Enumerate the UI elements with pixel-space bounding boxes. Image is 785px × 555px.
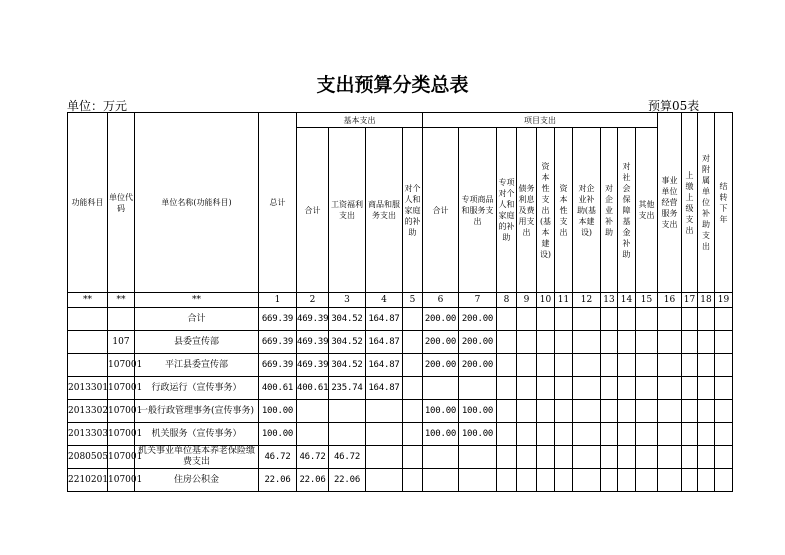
page-title: 支出预算分类总表 [316,74,469,96]
cell-empty [658,377,682,400]
cell-empty [636,308,658,331]
cell-empty [555,469,573,492]
cell-empty [682,308,698,331]
cell-empty [517,400,537,423]
index-cell: 18 [698,293,715,308]
cell-empty [682,331,698,354]
cell-code: 2013303 [68,423,108,446]
cell-code: 2013301 [68,377,108,400]
header-wages: 工资福利支出 [329,128,366,293]
header-other: 其他支出 [636,128,658,293]
cell-empty [537,446,555,469]
header-enterprise-infra: 对企业补助(基本建设) [573,128,601,293]
cell-empty [555,423,573,446]
cell-empty [618,469,636,492]
index-cell: 9 [517,293,537,308]
cell-empty [555,400,573,423]
cell-empty [497,308,517,331]
cell-empty [715,308,733,331]
cell-name: 县委宣传部 [135,331,259,354]
cell-proj-total: 200.00 [423,354,459,377]
index-row [68,293,733,308]
cell-empty [601,400,618,423]
cell-empty [537,377,555,400]
cell-empty [517,354,537,377]
cell-basic-total: 469.39 [297,354,329,377]
cell-empty [537,354,555,377]
index-cell: 13 [601,293,618,308]
cell-empty [636,446,658,469]
cell-goods: 164.87 [366,331,403,354]
cell-basic-total: 469.39 [297,331,329,354]
cell-total: 100.00 [259,423,297,446]
cell-unit: 107001 [108,354,135,377]
cell-empty [573,354,601,377]
cell-total: 46.72 [259,446,297,469]
index-cell: 19 [715,293,733,308]
cell-empty [497,354,517,377]
index-cell: 12 [573,293,601,308]
cell-name: 机关事业单位基本养老保险缴费支出 [135,446,259,469]
cell-empty [537,331,555,354]
header-basic: 基本支出 [297,113,423,128]
cell-empty [573,400,601,423]
header-unit-name: 单位名称(功能科目) [135,113,259,293]
cell-proj-goods: 200.00 [459,308,497,331]
cell-basic-total: 22.06 [297,469,329,492]
cell-wages: 304.52 [329,308,366,331]
header-basic-total: 合计 [297,128,329,293]
cell-empty [403,423,423,446]
header-func-code: 功能科目 [68,113,108,293]
cell-wages [329,400,366,423]
cell-empty [403,331,423,354]
cell-unit: 107001 [108,400,135,423]
header-project: 项目支出 [423,113,658,128]
cell-empty [698,400,715,423]
cell-goods [366,400,403,423]
cell-empty [636,377,658,400]
cell-goods: 164.87 [366,354,403,377]
cell-unit: 107001 [108,469,135,492]
cell-empty [497,400,517,423]
cell-proj-total: 100.00 [423,423,459,446]
table-row [68,377,733,400]
cell-goods [366,423,403,446]
cell-total: 100.00 [259,400,297,423]
cell-wages: 235.74 [329,377,366,400]
cell-empty [618,423,636,446]
cell-unit: 107001 [108,423,135,446]
cell-empty [715,423,733,446]
cell-unit: 107 [108,331,135,354]
cell-empty [698,469,715,492]
cell-empty [618,400,636,423]
cell-empty [618,331,636,354]
cell-empty [618,308,636,331]
cell-proj-total [423,469,459,492]
cell-empty [682,377,698,400]
cell-proj-goods [459,377,497,400]
cell-empty [715,400,733,423]
cell-empty [698,423,715,446]
cell-empty [537,400,555,423]
cell-unit: 107001 [108,377,135,400]
index-cell: 17 [682,293,698,308]
header-enterprise: 对企业补助 [601,128,618,293]
header-capital: 资本性支出 [555,128,573,293]
cell-proj-total [423,377,459,400]
cell-goods [366,469,403,492]
cell-basic-total: 469.39 [297,308,329,331]
cell-empty [601,331,618,354]
cell-empty [682,446,698,469]
cell-name: 机关服务（宣传事务） [135,423,259,446]
index-cell: 16 [658,293,682,308]
cell-proj-total: 100.00 [423,400,459,423]
header-proj-goods: 专项商品和服务支出 [459,128,497,293]
cell-basic-total [297,423,329,446]
cell-empty [715,354,733,377]
index-cell: 8 [497,293,517,308]
index-cell: 11 [555,293,573,308]
header-upper: 上缴上级支出 [682,113,698,293]
cell-wages: 46.72 [329,446,366,469]
cell-empty [497,469,517,492]
cell-goods [366,446,403,469]
cell-empty [682,400,698,423]
index-cell: 3 [329,293,366,308]
cell-code [68,308,108,331]
cell-empty [658,446,682,469]
index-cell: 15 [636,293,658,308]
header-carryover: 结转下年 [715,113,733,293]
cell-unit: 107001 [108,446,135,469]
cell-empty [698,354,715,377]
cell-name: 平江县委宣传部 [135,354,259,377]
cell-empty [618,446,636,469]
cell-basic-total [297,400,329,423]
cell-empty [636,331,658,354]
cell-wages [329,423,366,446]
cell-empty [601,423,618,446]
cell-empty [573,469,601,492]
cell-empty [537,469,555,492]
cell-empty [573,423,601,446]
table-row [68,331,733,354]
cell-proj-goods: 100.00 [459,400,497,423]
table-row [68,446,733,469]
cell-empty [403,308,423,331]
cell-empty [537,423,555,446]
cell-code: 2080505 [68,446,108,469]
cell-goods: 164.87 [366,308,403,331]
index-cell: ** [108,293,135,308]
table-row [68,469,733,492]
cell-empty [636,423,658,446]
cell-empty [573,331,601,354]
index-cell: ** [68,293,108,308]
cell-empty [658,469,682,492]
cell-empty [403,400,423,423]
cell-proj-total: 200.00 [423,308,459,331]
cell-code: 2013302 [68,400,108,423]
cell-empty [573,377,601,400]
cell-empty [698,446,715,469]
cell-empty [517,308,537,331]
cell-empty [636,400,658,423]
index-cell: 10 [537,293,555,308]
cell-empty [601,446,618,469]
cell-empty [636,469,658,492]
cell-code [68,354,108,377]
cell-empty [682,423,698,446]
index-cell: 1 [259,293,297,308]
cell-empty [537,308,555,331]
cell-empty [715,377,733,400]
cell-unit [108,308,135,331]
table-row [68,308,733,331]
cell-proj-goods: 200.00 [459,331,497,354]
cell-empty [682,469,698,492]
cell-empty [658,423,682,446]
cell-empty [517,331,537,354]
header-social: 对社会保障基金补助 [618,128,636,293]
index-cell: 14 [618,293,636,308]
cell-total: 400.61 [259,377,297,400]
cell-basic-total: 400.61 [297,377,329,400]
header-proj-total: 合计 [423,128,459,293]
cell-empty [555,377,573,400]
header-personal: 对个人和家庭的补助 [403,128,423,293]
header-unit-code: 单位代码 [108,113,135,293]
header-total: 总计 [259,113,297,293]
cell-empty [698,331,715,354]
index-cell: ** [135,293,259,308]
cell-wages: 304.52 [329,331,366,354]
header-affiliated: 对附属单位补助支出 [698,113,715,293]
header-capital-infra: 资本性支出(基本建设) [537,128,555,293]
cell-empty [601,377,618,400]
cell-empty [517,446,537,469]
cell-code: 2210201 [68,469,108,492]
cell-empty [403,354,423,377]
table-row [68,423,733,446]
cell-empty [682,354,698,377]
cell-empty [497,331,517,354]
form-number: 预算05表 [648,99,700,113]
table-row [68,400,733,423]
cell-empty [658,354,682,377]
cell-proj-goods: 200.00 [459,354,497,377]
cell-proj-goods [459,446,497,469]
cell-empty [715,446,733,469]
cell-proj-total: 200.00 [423,331,459,354]
cell-empty [636,354,658,377]
index-cell: 4 [366,293,403,308]
cell-empty [517,423,537,446]
cell-empty [715,331,733,354]
cell-empty [497,446,517,469]
budget-table [67,112,733,492]
index-cell: 6 [423,293,459,308]
cell-empty [698,377,715,400]
index-cell: 5 [403,293,423,308]
cell-total: 22.06 [259,469,297,492]
cell-empty [555,331,573,354]
header-business: 事业单位经营服务支出 [658,113,682,293]
cell-empty [618,377,636,400]
cell-wages: 22.06 [329,469,366,492]
cell-proj-total [423,446,459,469]
cell-total: 669.39 [259,308,297,331]
cell-wages: 304.52 [329,354,366,377]
cell-empty [573,308,601,331]
cell-total: 669.39 [259,354,297,377]
cell-empty [497,377,517,400]
header-goods: 商品和服务支出 [366,128,403,293]
cell-empty [601,354,618,377]
cell-empty [618,354,636,377]
unit-label: 单位：万元 [67,99,128,113]
index-cell: 2 [297,293,329,308]
cell-empty [555,308,573,331]
cell-empty [715,469,733,492]
cell-empty [497,423,517,446]
cell-empty [517,469,537,492]
cell-empty [658,308,682,331]
cell-proj-goods: 100.00 [459,423,497,446]
cell-basic-total: 46.72 [297,446,329,469]
cell-goods: 164.87 [366,377,403,400]
index-cell: 7 [459,293,497,308]
cell-name: 行政运行（宣传事务） [135,377,259,400]
header-proj-personal: 专项对个人和家庭的补助 [497,128,517,293]
cell-empty [658,331,682,354]
cell-empty [601,469,618,492]
cell-proj-goods [459,469,497,492]
cell-name: 合计 [135,308,259,331]
header-debt: 债务利息及费用支出 [517,128,537,293]
cell-code [68,331,108,354]
cell-empty [555,354,573,377]
cell-empty [403,377,423,400]
cell-empty [601,308,618,331]
cell-empty [403,446,423,469]
cell-name: 住房公积金 [135,469,259,492]
cell-empty [403,469,423,492]
cell-total: 669.39 [259,331,297,354]
table-row [68,354,733,377]
cell-empty [555,446,573,469]
cell-empty [658,400,682,423]
cell-name: 一般行政管理事务(宣传事务) [135,400,259,423]
cell-empty [698,308,715,331]
cell-empty [517,377,537,400]
cell-empty [573,446,601,469]
